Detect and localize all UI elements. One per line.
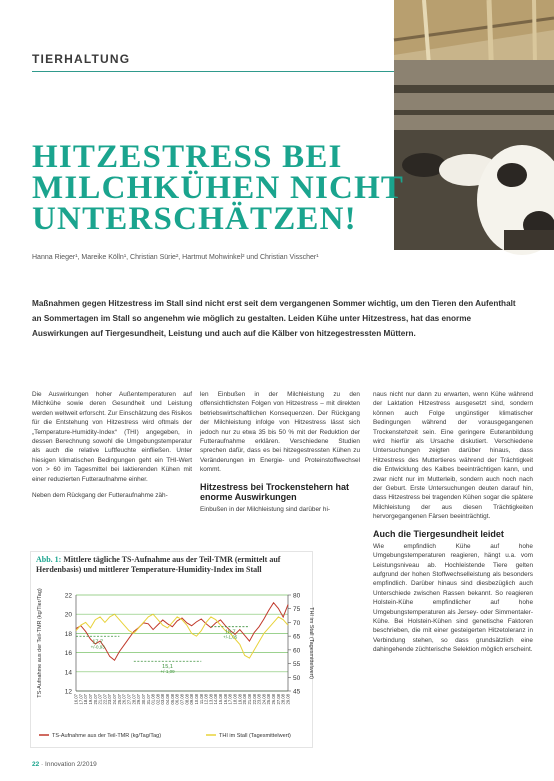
y-right-tick-label: 80 bbox=[293, 592, 301, 600]
headline-line-2: MILCHKÜHEN NICHT bbox=[32, 170, 405, 206]
x-tick-label: 17.07 bbox=[78, 694, 84, 705]
x-tick-label: 20.07 bbox=[92, 694, 98, 705]
x-tick-label: 15.08 bbox=[218, 694, 224, 705]
y-right-tick-label: 50 bbox=[293, 674, 301, 682]
x-tick-label: 21.08 bbox=[246, 694, 252, 705]
y-right-axis-label: THI im Stall (Tagesmittelwert) bbox=[308, 607, 314, 679]
column-1 bbox=[32, 390, 192, 507]
x-tick-label: 20.08 bbox=[242, 694, 248, 705]
column-2 bbox=[200, 390, 360, 521]
headline-line-3: UNTERSCHÄTZEN! bbox=[32, 201, 357, 237]
x-tick-label: 19.07 bbox=[87, 694, 93, 705]
x-tick-label: 01.08 bbox=[150, 694, 156, 705]
y-left-tick-label: 14 bbox=[64, 669, 72, 677]
x-tick-label: 27.08 bbox=[275, 694, 281, 705]
x-tick-label: 12.08 bbox=[203, 694, 209, 705]
x-tick-label: 25.07 bbox=[116, 694, 122, 705]
annotation-sd: +/-1,09 bbox=[160, 669, 175, 675]
paragraph: Einbußen in der Milchleistung sind darüber hi- bbox=[200, 505, 331, 513]
subheading: Hitzestress bei Trockenstehern hat enorme Auswirkungen bbox=[200, 481, 350, 502]
x-tick-label: 11.08 bbox=[198, 694, 204, 705]
x-tick-label: 16.08 bbox=[222, 694, 228, 705]
x-tick-label: 28.07 bbox=[131, 694, 137, 705]
x-tick-label: 16.07 bbox=[73, 694, 79, 705]
y-right-tick-label: 60 bbox=[293, 647, 301, 655]
annotation-sd: +/-1,05 bbox=[223, 634, 238, 640]
x-tick-label: 06.08 bbox=[174, 694, 180, 705]
x-tick-label: 02.08 bbox=[155, 694, 161, 705]
y-left-tick-label: 18 bbox=[64, 630, 72, 638]
y-left-tick-label: 22 bbox=[64, 592, 72, 600]
x-tick-label: 10.08 bbox=[193, 694, 199, 705]
annotation-value: 17,7 bbox=[92, 639, 104, 646]
page-footer bbox=[32, 761, 97, 768]
chart bbox=[31, 587, 312, 747]
paragraph: Neben dem Rückgang der Futteraufnahme zäh- bbox=[32, 492, 168, 500]
paragraph: len Einbußen in der Milchleistung zu den offensichtlichsten Folgen von Hitzestress – mit direkten betriebswirtschaftlichen Konsequenzen. Der Rückgang der Milchleistung infolge von Hitzestress lässt sich jedoch nur zu etwa 35 bis 50 % mit der Reduktion der Futteraufnahme erklären. Verschiedene Studien sprechen dafür, dass es bei hitzegestressten Kühen zu Veränderungen im Energie- und Proteinstoffwechsel kommt. bbox=[200, 391, 360, 474]
x-tick-label: 04.08 bbox=[165, 694, 171, 705]
y-right-tick-label: 45 bbox=[293, 688, 301, 696]
y-left-tick-label: 20 bbox=[64, 611, 72, 619]
x-tick-label: 21.07 bbox=[97, 694, 103, 705]
paragraph: naus nicht nur dann zu erwarten, wenn Kühe während der Laktation Hitzestress ausgesetzt sind, sondern können auch Folge ungünstiger klimatischer Bedingungen während der vorausgegangenen Trockenstehzeit sein. Eine geringere Euteranbildung wird hierfür als Ursache diskutiert. Verschiedene Untersuchungen zeigten darüber hinaus, dass Hitzestress des Muttertieres während der Trächtigkeit die Entwicklung des Kalbes beeinträchtigen kann, und zwar nicht nur im Mutterleib, sondern auch noch nach der Geburt. Erste Untersuchungen deuten darauf hin, dass Hitzestress bei tragenden Kühen sogar die spätere Milchleistung der aus diesen Trächtigkeiten hervorgegangenen Färsen beeinträchtigt. bbox=[373, 391, 533, 521]
y-left-axis-label: TS-Aufnahme aus der Teil-TMR (kg/Tier/Tag) bbox=[37, 588, 43, 698]
x-tick-label: 24.08 bbox=[261, 694, 267, 705]
x-tick-label: 08.08 bbox=[184, 694, 190, 705]
series-line-1 bbox=[76, 603, 288, 661]
figure-caption-text: Mittlere tägliche TS-Aufnahme aus der Teil-TMR (ermittelt auf Herdenbasis) und mittlerer Temperature-Humidity-Index im Stall bbox=[36, 555, 281, 574]
y-right-tick-label: 65 bbox=[293, 633, 301, 641]
x-tick-label: 14.08 bbox=[213, 694, 219, 705]
x-tick-label: 03.08 bbox=[160, 694, 166, 705]
y-right-tick-label: 55 bbox=[293, 661, 301, 669]
x-tick-label: 17.08 bbox=[227, 694, 233, 705]
y-right-tick-label: 70 bbox=[293, 619, 301, 627]
x-tick-label: 29.07 bbox=[136, 694, 142, 705]
x-tick-label: 09.08 bbox=[189, 694, 195, 705]
paragraph: Die Auswirkungen hoher Außentemperaturen auf Milchkühe sowie deren Gesundheit und Leistung werden weltweit erforscht. Zur Einschätzung des Risikos für die Entstehung von Hitzestress wird oftmals der „Temperature-Humidity-Index“ (THI) angegeben, in dessen Berechnung sowohl die Umgebungstemperatur als auch die relative Luftfeuchte einfließen. Unter hiesigen klimatischen Bedingungen geht ein THI-Wert von > 60 im Tagesmittel bei laktierenden Kühen mit einer reduzierten Futteraufnahme einher. bbox=[32, 391, 192, 483]
section-divider bbox=[32, 71, 394, 72]
y-left-tick-label: 16 bbox=[64, 650, 72, 658]
page-number: 22 bbox=[32, 761, 40, 768]
x-tick-label: 26.08 bbox=[271, 694, 277, 705]
x-tick-label: 25.08 bbox=[266, 694, 272, 705]
x-tick-label: 24.07 bbox=[112, 694, 118, 705]
x-tick-label: 18.07 bbox=[83, 694, 89, 705]
headline-line-1: HITZESTRESS BEI bbox=[32, 139, 343, 175]
x-tick-label: 13.08 bbox=[208, 694, 214, 705]
headline bbox=[32, 139, 452, 237]
annotation-value: 18,7 bbox=[224, 629, 236, 636]
x-tick-label: 07.08 bbox=[179, 694, 185, 705]
x-tick-label: 23.08 bbox=[256, 694, 262, 705]
figure-caption bbox=[36, 555, 306, 575]
figure-abb-1 bbox=[30, 551, 313, 748]
subheading: Auch die Tiergesundheit leidet bbox=[373, 528, 504, 539]
x-tick-label: 26.07 bbox=[121, 694, 127, 705]
y-left-tick-label: 12 bbox=[64, 688, 72, 696]
annotation-sd: +/-0,93 bbox=[90, 644, 105, 650]
journal-name: · Innovation 2/2019 bbox=[41, 761, 97, 768]
x-tick-label: 22.07 bbox=[102, 694, 108, 705]
figure-number: Abb. 1: bbox=[36, 555, 62, 564]
authors: Hanna Rieger¹, Mareike Kölln¹, Christian Sürie², Hartmut Mohwinkel² und Christian Visscher¹ bbox=[32, 254, 319, 261]
x-tick-label: 18.08 bbox=[232, 694, 238, 705]
x-tick-label: 29.08 bbox=[285, 694, 291, 705]
paragraph: Wie empfindlich Kühe auf hohe Umgebungstemperaturen reagieren, hängt u.a. vom Leistungsniveau ab. Hochleistende Tiere gelten aufgrund der hohen Stoffwechselleistung als besonders empfindlich. Darüber hinaus sind diesbezüglich auch Unterschiede zwischen Rassen bekannt. So reagieren Holstein-Kühe empfindlicher auf hohe Umgebungstemperaturen als Jersey- oder Simmentaler-Kühe. Bei Holstein-Kühen sind genetische Faktoren beschrieben, die mit einer gesteigerten Hitzetoleranz in Verbindung stehen, so dass grundsätzlich eine dahingehende züchterische Selektion möglich erscheint. bbox=[373, 542, 533, 654]
legend-label-thi: THI im Stall (Tagesmittelwert) bbox=[219, 733, 291, 739]
x-tick-label: 30.07 bbox=[140, 694, 146, 705]
x-tick-label: 27.07 bbox=[126, 694, 132, 705]
x-tick-label: 22.08 bbox=[251, 694, 257, 705]
column-3 bbox=[373, 390, 533, 662]
x-tick-label: 05.08 bbox=[169, 694, 175, 705]
intro-paragraph: Maßnahmen gegen Hitzestress im Stall sind nicht erst seit dem vergangenen Sommer wichtig, um den Tieren den Aufenthalt an Sommertagen im Stall so angenehm wie möglich zu gestalten. Leiden Kühe unter Hitzestress, hat das enorme Auswirkungen auf Tiergesundheit, Leistung und auch auf die Kälber von hitzegestressten Müttern. bbox=[32, 299, 516, 338]
x-tick-label: 28.08 bbox=[280, 694, 286, 705]
x-tick-label: 19.08 bbox=[237, 694, 243, 705]
legend-label-ts: TS-Aufnahme aus der Teil-TMR (kg/Tag/Tag) bbox=[52, 733, 162, 739]
section-label: TIERHALTUNG bbox=[32, 52, 131, 66]
x-tick-label: 31.07 bbox=[145, 694, 151, 705]
y-right-tick-label: 75 bbox=[293, 606, 301, 614]
x-tick-label: 23.07 bbox=[107, 694, 113, 705]
annotation-value: 15,1 bbox=[162, 664, 173, 671]
